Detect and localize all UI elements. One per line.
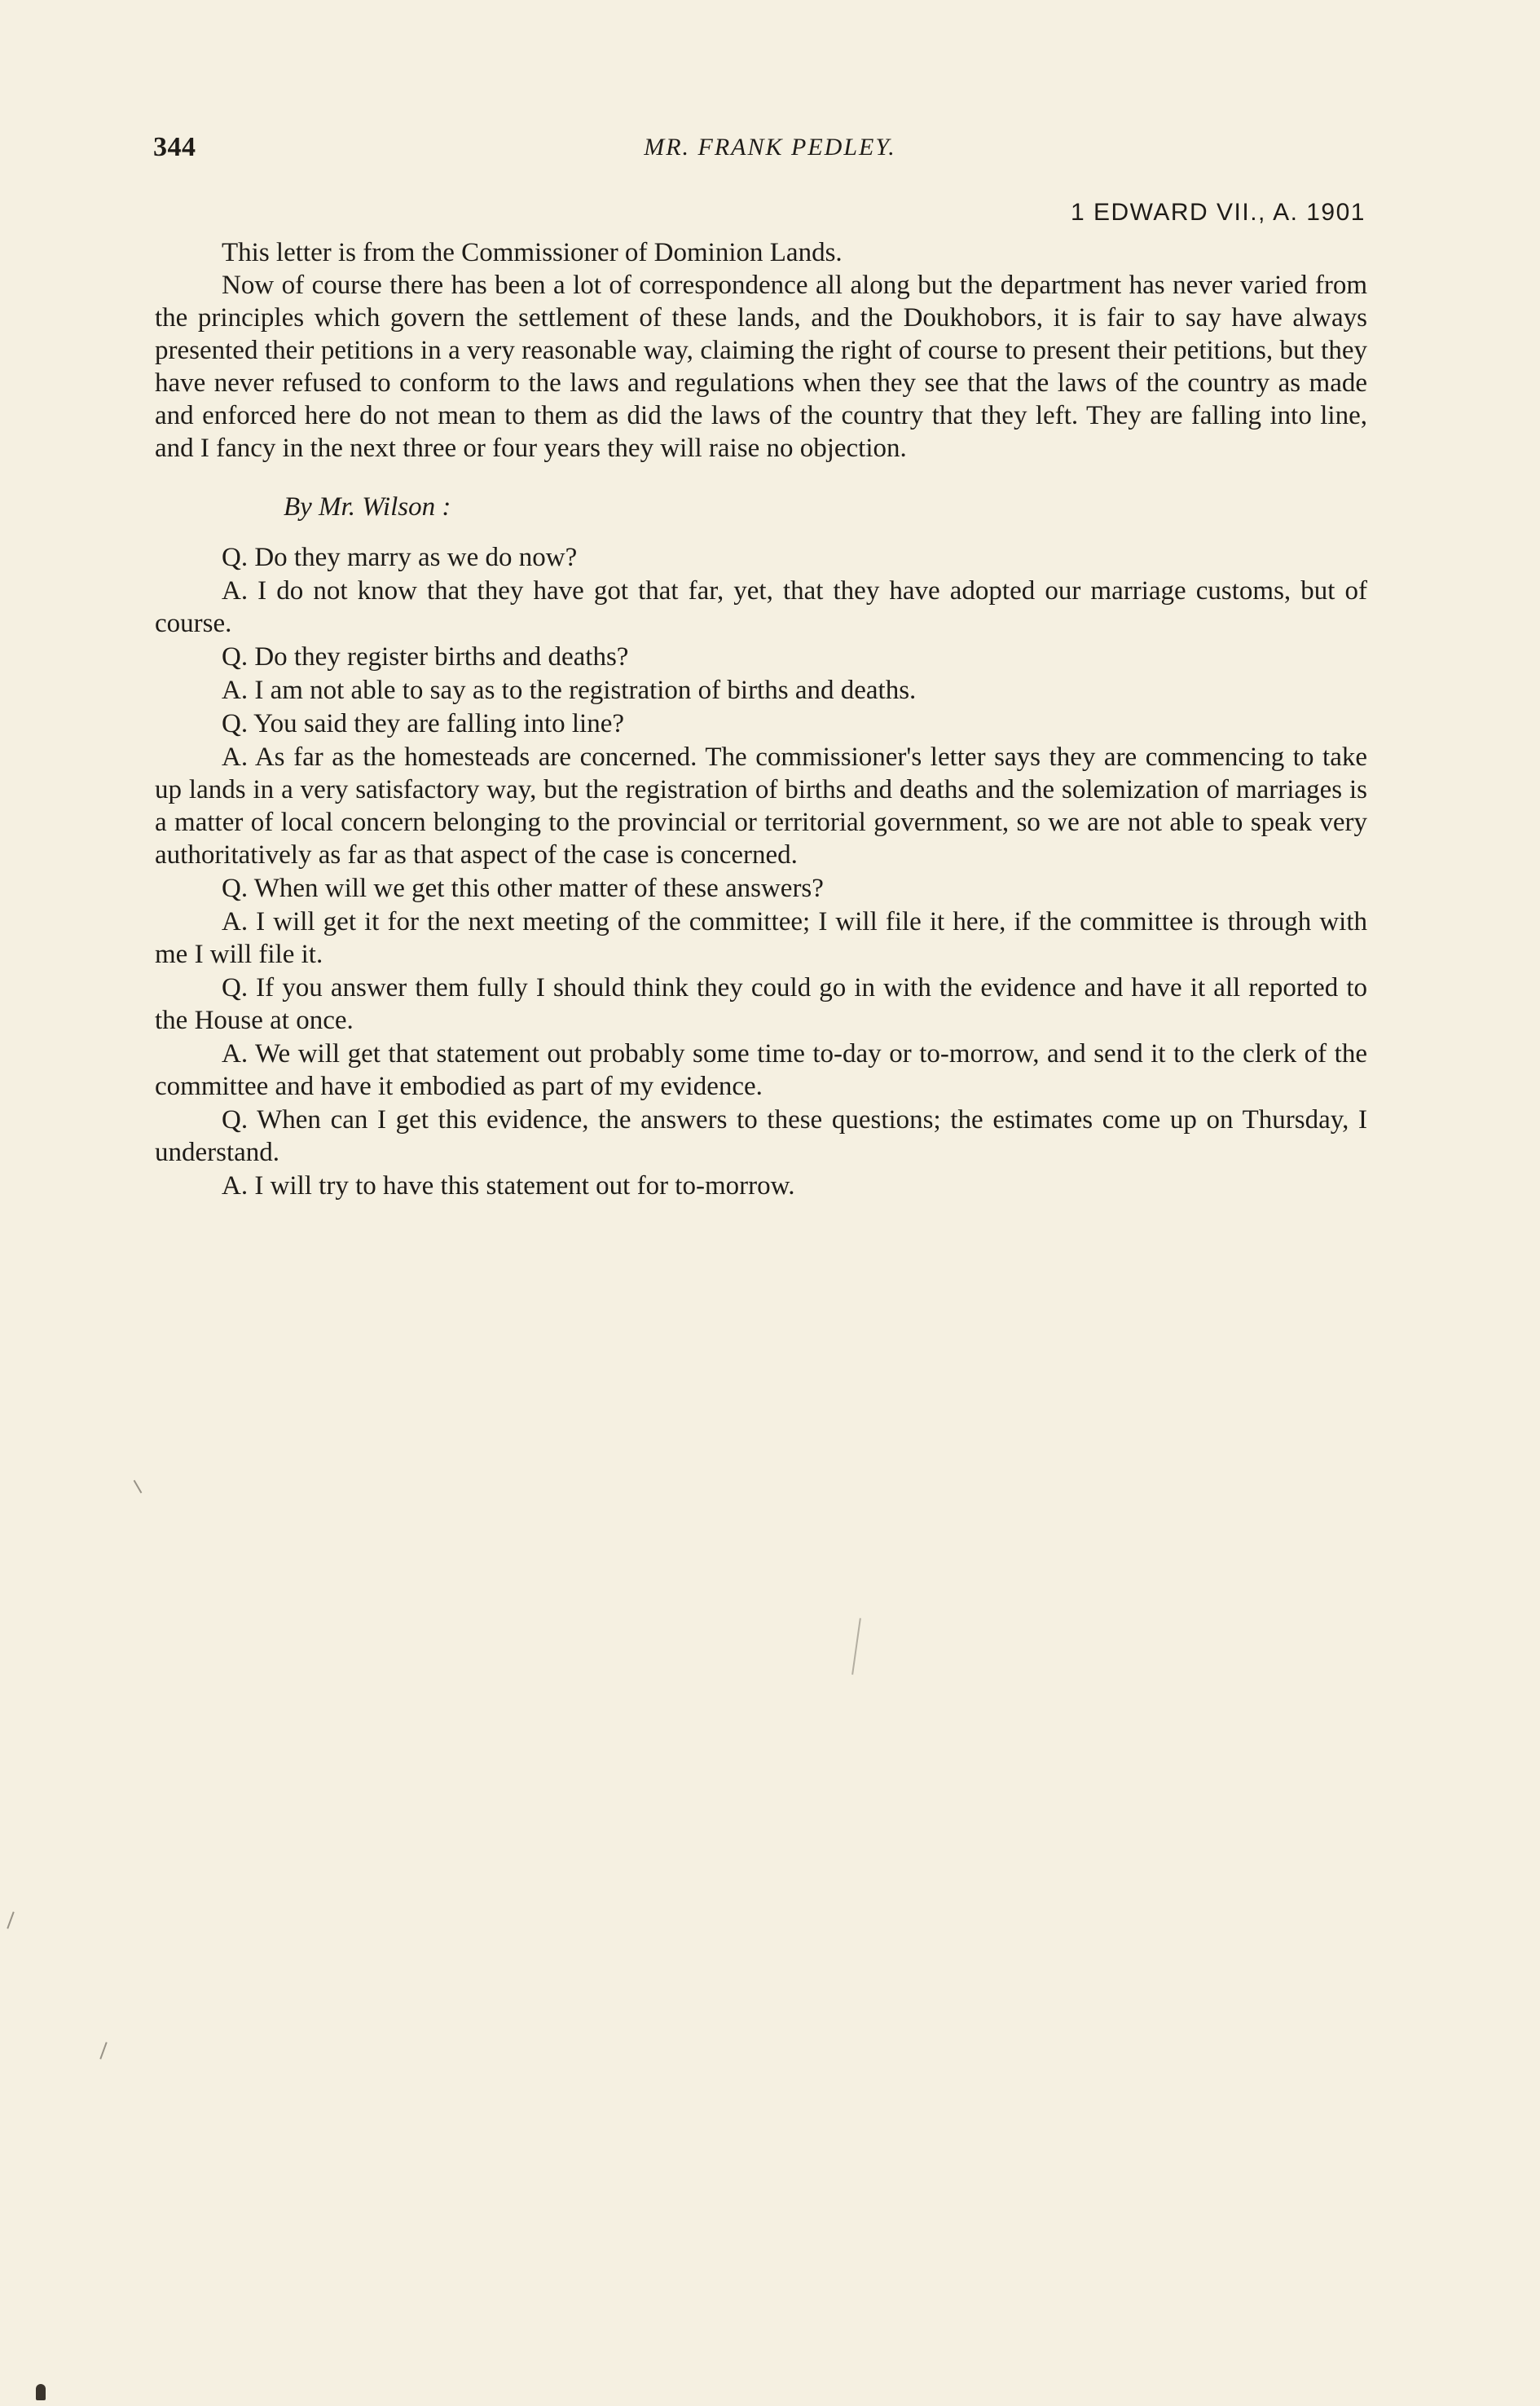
speaker-heading: By Mr. Wilson :: [284, 492, 451, 522]
scan-speck: [7, 1911, 14, 1928]
answer: A. As far as the homesteads are concerned. The commissioner's letter says they are commencing to take up lands in a very satisfactory way, but the registration of births and deaths and the solemization of marriages is a matter of local concern belonging to the provincial or territorial government, so we are not able to speak very authoritatively as far as that aspect of the case is concerned.: [155, 743, 1367, 870]
scan-speck: [99, 2042, 107, 2059]
page-number: 344: [153, 132, 196, 162]
scan-speck: [851, 1618, 861, 1675]
question: Q. Do they marry as we do now?: [222, 543, 578, 572]
question: Q. When can I get this evidence, the answers to these questions; the estimates come up on Thursday, I understand.: [155, 1105, 1367, 1167]
scan-speck: [36, 2384, 46, 2400]
document-body: [155, 236, 1367, 1203]
answer: A. We will get that statement out probably some time to-day or to-morrow, and send it to the clerk of the committee and have it embodied as part of my evidence.: [155, 1039, 1367, 1101]
answer: A. I will try to have this statement out for to-morrow.: [222, 1171, 795, 1201]
session-label: 1 EDWARD VII., A. 1901: [1070, 199, 1366, 226]
paragraph: Now of course there has been a lot of correspondence all along but the department has never varied from the principles which govern the settlement of these lands, and the Doukhobors, it is fair to say have always presented their petitions in a very reasonable way, claiming the right of course to present their petitions, but they have never refused to conform to the laws and regulations when they see that the laws of the country as made and enforced here do not mean to them as did the laws of the country that they left. They are falling into line, and I fancy in the next three or four years they will raise no objection.: [155, 271, 1367, 463]
answer: A. I do not know that they have got that far, yet, that they have adopted our marriage customs, but of course.: [155, 576, 1367, 638]
scan-speck: [134, 1480, 143, 1494]
paragraph: This letter is from the Commissioner of Dominion Lands.: [222, 238, 843, 267]
answer: A. I will get it for the next meeting of the committee; I will file it here, if the committee is through with me I will file it.: [155, 907, 1367, 969]
question: Q. If you answer them fully I should think they could go in with the evidence and have it all reported to the House at once.: [155, 973, 1367, 1035]
answer: A. I am not able to say as to the registration of births and deaths.: [222, 676, 917, 705]
question: Q. Do they register births and deaths?: [222, 642, 629, 672]
question: Q. You said they are falling into line?: [222, 709, 625, 738]
running-head: MR. FRANK PEDLEY.: [644, 134, 896, 161]
question: Q. When will we get this other matter of these answers?: [222, 874, 824, 903]
